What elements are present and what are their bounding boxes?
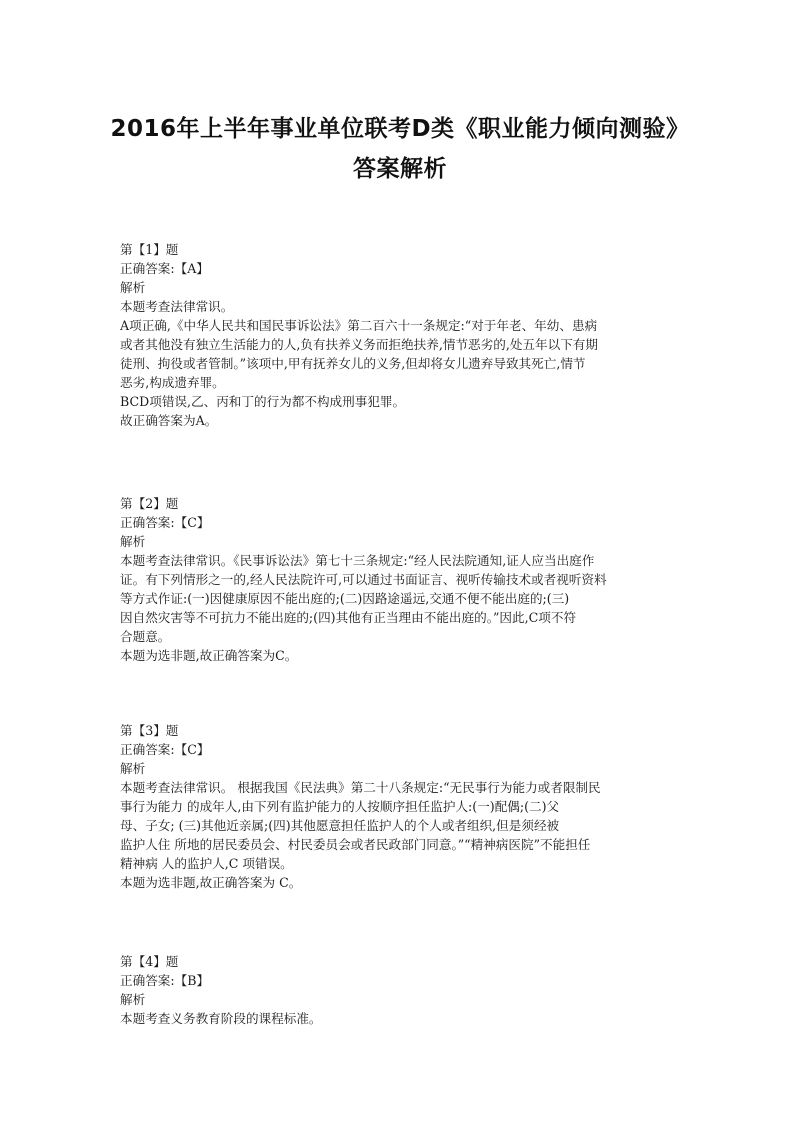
analysis-line: 本题考查义务教育阶段的课程标准。: [120, 1011, 322, 1026]
analysis-label: 解析: [120, 761, 146, 776]
correct-answer: 正确答案:【C】: [120, 742, 210, 757]
analysis-line: 恶劣,构成遗弃罪。: [120, 375, 225, 390]
analysis-label: 解析: [120, 992, 146, 1007]
analysis-line: 因自然灾害等不可抗力不能出庭的;(四)其他有正当理由不能出庭的。”因此,C项不符: [120, 610, 577, 625]
analysis-line: 或者其他没有独立生活能力的人,负有扶养义务而拒绝扶养,情节恶劣的,处五年以下有期: [120, 337, 598, 352]
analysis-line: 本题为选非题,故正确答案为 C。: [120, 875, 302, 890]
analysis-line: 等方式作证:(一)因健康原因不能出庭的;(二)因路途遥远,交通不便不能出庭的;(三): [120, 591, 570, 606]
analysis-line: 证。有下列情形之一的,经人民法院许可,可以通过书面证言、视听传输技术或者视听资料: [120, 572, 607, 587]
analysis-line: 本题为选非题,故正确答案为C。: [120, 648, 298, 663]
question-block-3: [120, 721, 680, 892]
question-number: 第【3】题: [120, 723, 179, 738]
question-number: 第【2】题: [120, 496, 179, 511]
correct-answer: 正确答案:【A】: [120, 261, 209, 276]
analysis-line: 徒刑、拘役或者管制。”该项中,甲有抚养女儿的义务,但却将女儿遗弃导致其死亡,情节: [120, 356, 586, 371]
analysis-line: 本题考查法律常识。 根据我国《民法典》第二十八条规定:“无民事行为能力或者限制民: [120, 780, 601, 795]
document-subtitle: 答案解析: [353, 156, 447, 182]
question-block-2: [120, 494, 680, 665]
correct-answer: 正确答案:【B】: [120, 973, 210, 988]
analysis-label: 解析: [120, 280, 146, 295]
analysis-line: 故正确答案为A。: [120, 413, 218, 428]
analysis-line: 本题考查法律常识。: [120, 299, 234, 314]
correct-answer: 正确答案:【C】: [120, 515, 210, 530]
analysis-line: 母、子女; (三)其他近亲属;(四)其他愿意担任监护人的个人或者组织,但是须经被: [120, 818, 560, 833]
question-block-4: [120, 952, 680, 1028]
analysis-line: A项正确,《中华人民共和国民事诉讼法》第二百六十一条规定:“对于年老、年幼、患病: [120, 318, 598, 333]
analysis-line: 本题考查法律常识。《民事诉讼法》第七十三条规定:“经人民法院通知,证人应当出庭作: [120, 553, 595, 568]
question-block-1: [120, 240, 680, 430]
analysis-label: 解析: [120, 534, 146, 549]
analysis-line: 精神病 人的监护人,C 项错误。: [120, 856, 293, 871]
analysis-line: 事行为能力 的成年人,由下列有监护能力的人按顺序担任监护人:(一)配偶;(二)父: [120, 799, 560, 814]
document-title: 2016年上半年事业单位联考D类《职业能力倾向测验》: [110, 116, 690, 142]
analysis-line: 监护人住 所地的居民委员会、村民委员会或者民政部门同意。”“精神病医院”不能担任: [120, 837, 591, 852]
analysis-line: BCD项错误,乙、丙和丁的行为都不构成刑事犯罪。: [120, 394, 406, 409]
question-number: 第【4】题: [120, 954, 179, 969]
analysis-line: 合题意。: [120, 629, 171, 644]
question-number: 第【1】题: [120, 242, 179, 257]
